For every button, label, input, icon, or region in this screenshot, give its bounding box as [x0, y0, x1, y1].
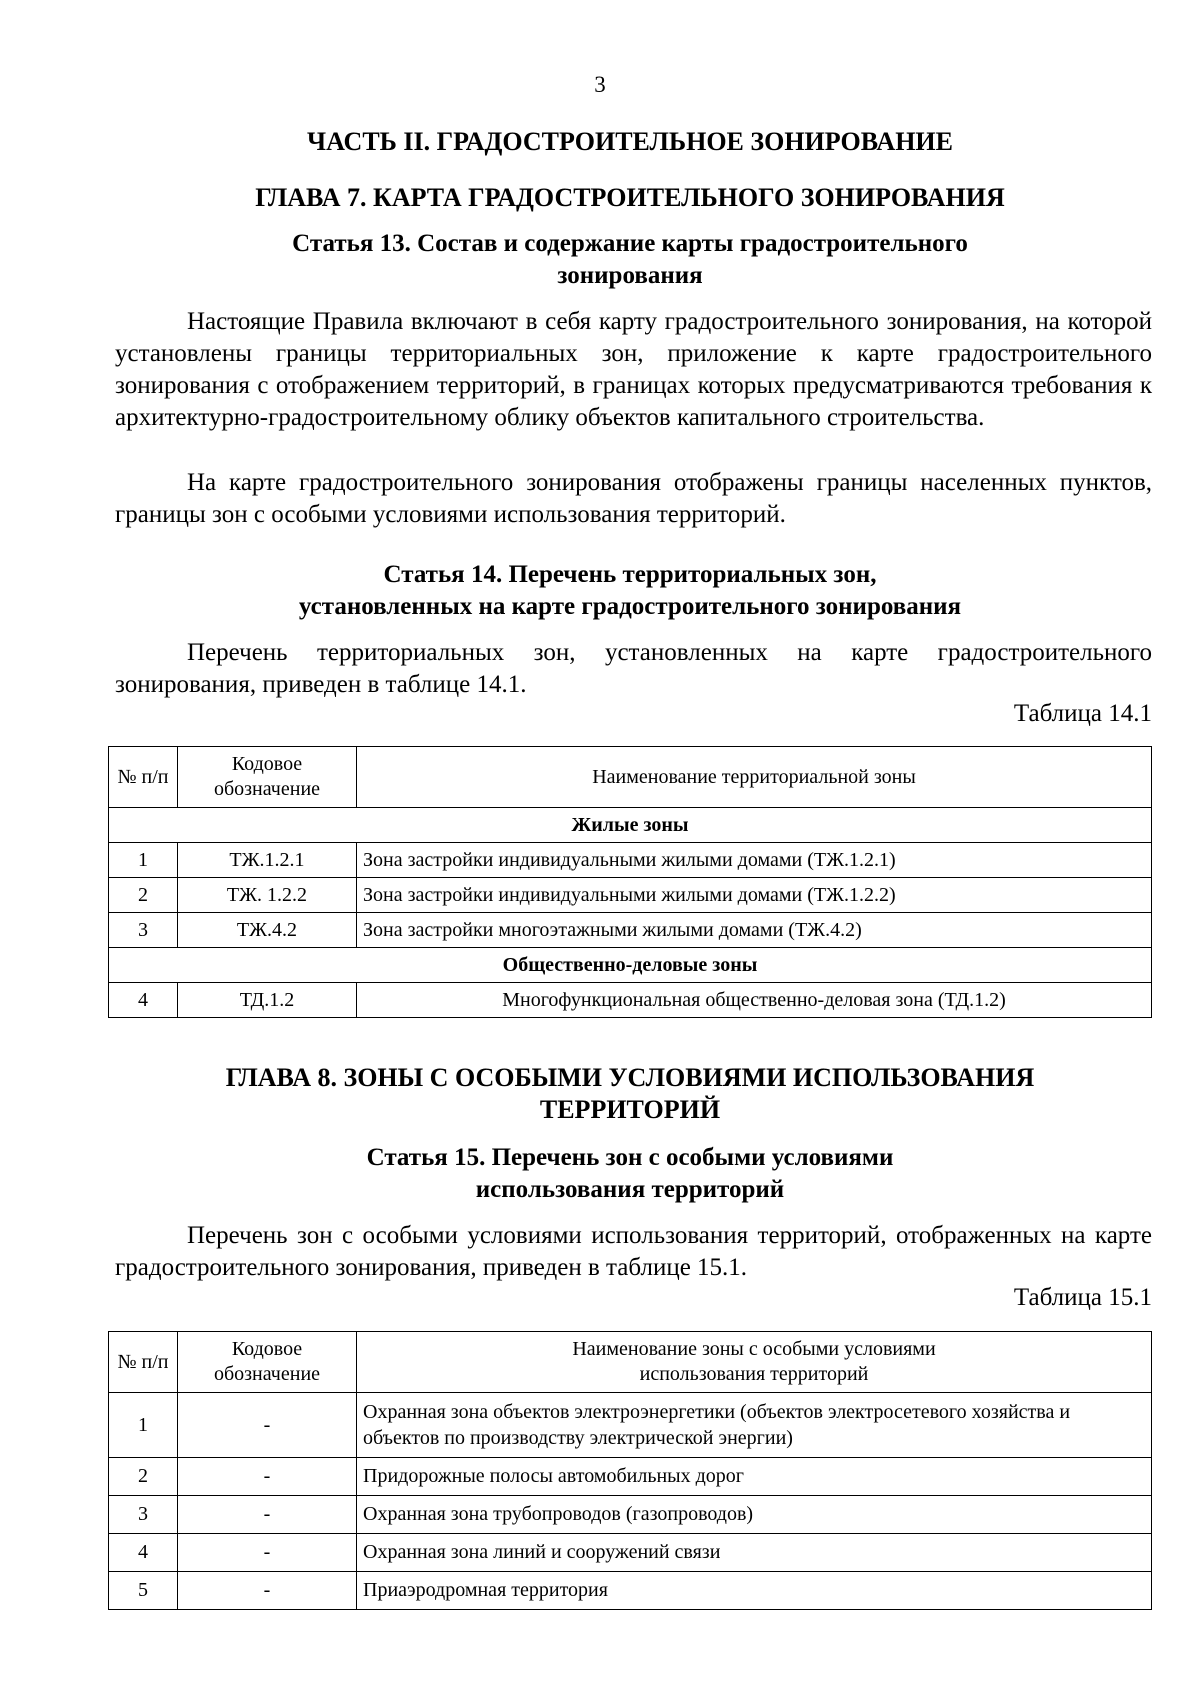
article-13-title	[108, 228, 1152, 292]
cell-name: Придорожные полосы автомобильных дорог	[357, 1458, 1152, 1496]
table-14-1-caption: Таблица 14.1	[1013, 700, 1152, 727]
table-15-1-caption: Таблица 15.1	[1013, 1284, 1152, 1311]
group-business: Общественно-деловые зоны	[109, 948, 1152, 983]
article-15-paragraph-1: Перечень зон с особыми условиями использования территорий, отображенных на карте градостроительного зонирования, приведен в таблице 15.1.	[115, 1222, 1152, 1281]
table-15-1	[108, 1331, 1152, 1610]
table-14-1	[108, 746, 1152, 1018]
table-group-row	[109, 948, 1152, 983]
table-row	[109, 843, 1152, 878]
cell-num: 4	[109, 1534, 178, 1572]
header-code: Кодовое обозначение	[178, 747, 357, 808]
header-name: Наименование территориальной зоны	[357, 747, 1152, 808]
cell-num: 2	[109, 878, 178, 913]
header-code: Кодовое обозначение	[178, 1332, 357, 1393]
page-number: 3	[594, 72, 606, 97]
cell-code: -	[178, 1534, 357, 1572]
table-group-row	[109, 808, 1152, 843]
header-num: № п/п	[109, 747, 178, 808]
article-15-title-line1: Статья 15. Перечень зон с особыми условиями	[366, 1144, 894, 1171]
article-13-title-line2: зонирования	[557, 262, 703, 289]
article-14-title-line2: установленных на карте градостроительного зонирования	[298, 593, 962, 620]
header-name-line2: использования территорий	[639, 1363, 869, 1385]
header-name-line1: Наименование зоны с особыми условиями	[572, 1338, 936, 1360]
part-title: ЧАСТЬ II. ГРАДОСТРОИТЕЛЬНОЕ ЗОНИРОВАНИЕ	[306, 127, 953, 156]
table-row	[109, 1393, 1152, 1458]
cell-code: -	[178, 1572, 357, 1610]
chapter-8-title-line1: ГЛАВА 8. ЗОНЫ С ОСОБЫМИ УСЛОВИЯМИ ИСПОЛЬЗОВАНИЯ	[225, 1063, 1035, 1092]
group-residential: Жилые зоны	[109, 808, 1152, 843]
cell-num: 3	[109, 913, 178, 948]
table-header-row	[109, 1332, 1152, 1393]
cell-name: Охранная зона объектов электроэнергетики (объектов электросетевого хозяйства и объектов по производству электрической энергии)	[357, 1393, 1152, 1458]
article-14-paragraph-1: Перечень территориальных зон, установленных на карте градостроительного зонирования, приведен в таблице 14.1.	[115, 639, 1152, 698]
cell-name: Охранная зона линий и сооружений связи	[357, 1534, 1152, 1572]
table-row	[109, 913, 1152, 948]
cell-name: Охранная зона трубопроводов (газопроводов)	[357, 1496, 1152, 1534]
cell-name: Зона застройки индивидуальными жилыми домами (ТЖ.1.2.1)	[357, 843, 1152, 878]
cell-num: 4	[109, 983, 178, 1018]
article-13-title-line1: Статья 13. Состав и содержание карты градостроительного	[292, 230, 968, 257]
article-15-title	[108, 1142, 1152, 1206]
cell-code: -	[178, 1496, 357, 1534]
cell-code: ТЖ. 1.2.2	[178, 878, 357, 913]
article-14-title-line1: Статья 14. Перечень территориальных зон,	[383, 561, 877, 588]
article-13-paragraph-1: Настоящие Правила включают в себя карту градостроительного зонирования, на которой установлены границы территориальных зон, приложение к карте градостроительного зонирования с отображением территорий, в границах которых предусматриваются требования к архитектурно-градостроительному облику объектов капитального строительства.	[115, 308, 1152, 431]
header-num: № п/п	[109, 1332, 178, 1393]
cell-code: ТЖ.4.2	[178, 913, 357, 948]
table-row	[109, 1572, 1152, 1610]
cell-num: 3	[109, 1496, 178, 1534]
cell-code: -	[178, 1393, 357, 1458]
table-row	[109, 1458, 1152, 1496]
cell-num: 5	[109, 1572, 178, 1610]
table-row	[109, 878, 1152, 913]
cell-name: Многофункциональная общественно-деловая зона (ТД.1.2)	[357, 983, 1152, 1018]
table-row	[109, 1534, 1152, 1572]
cell-num: 1	[109, 1393, 178, 1458]
article-14-title	[108, 559, 1152, 623]
table-row	[109, 1496, 1152, 1534]
cell-code: ТЖ.1.2.1	[178, 843, 357, 878]
table-row	[109, 983, 1152, 1018]
article-13-paragraph-2: На карте градостроительного зонирования отображены границы населенных пунктов, границы зон с особыми условиями использования территорий.	[115, 469, 1152, 528]
header-name	[357, 1332, 1152, 1393]
chapter-8-title	[108, 1062, 1152, 1126]
table-header-row	[109, 747, 1152, 808]
cell-name: Зона застройки индивидуальными жилыми домами (ТЖ.1.2.2)	[357, 878, 1152, 913]
cell-code: -	[178, 1458, 357, 1496]
cell-num: 2	[109, 1458, 178, 1496]
chapter-7-title: ГЛАВА 7. КАРТА ГРАДОСТРОИТЕЛЬНОГО ЗОНИРОВАНИЯ	[255, 183, 1005, 212]
cell-name: Зона застройки многоэтажными жилыми домами (ТЖ.4.2)	[357, 913, 1152, 948]
chapter-8-title-line2: ТЕРРИТОРИЙ	[539, 1095, 721, 1124]
cell-num: 1	[109, 843, 178, 878]
cell-code: ТД.1.2	[178, 983, 357, 1018]
cell-name: Приаэродромная территория	[357, 1572, 1152, 1610]
article-15-title-line2: использования территорий	[475, 1176, 785, 1203]
